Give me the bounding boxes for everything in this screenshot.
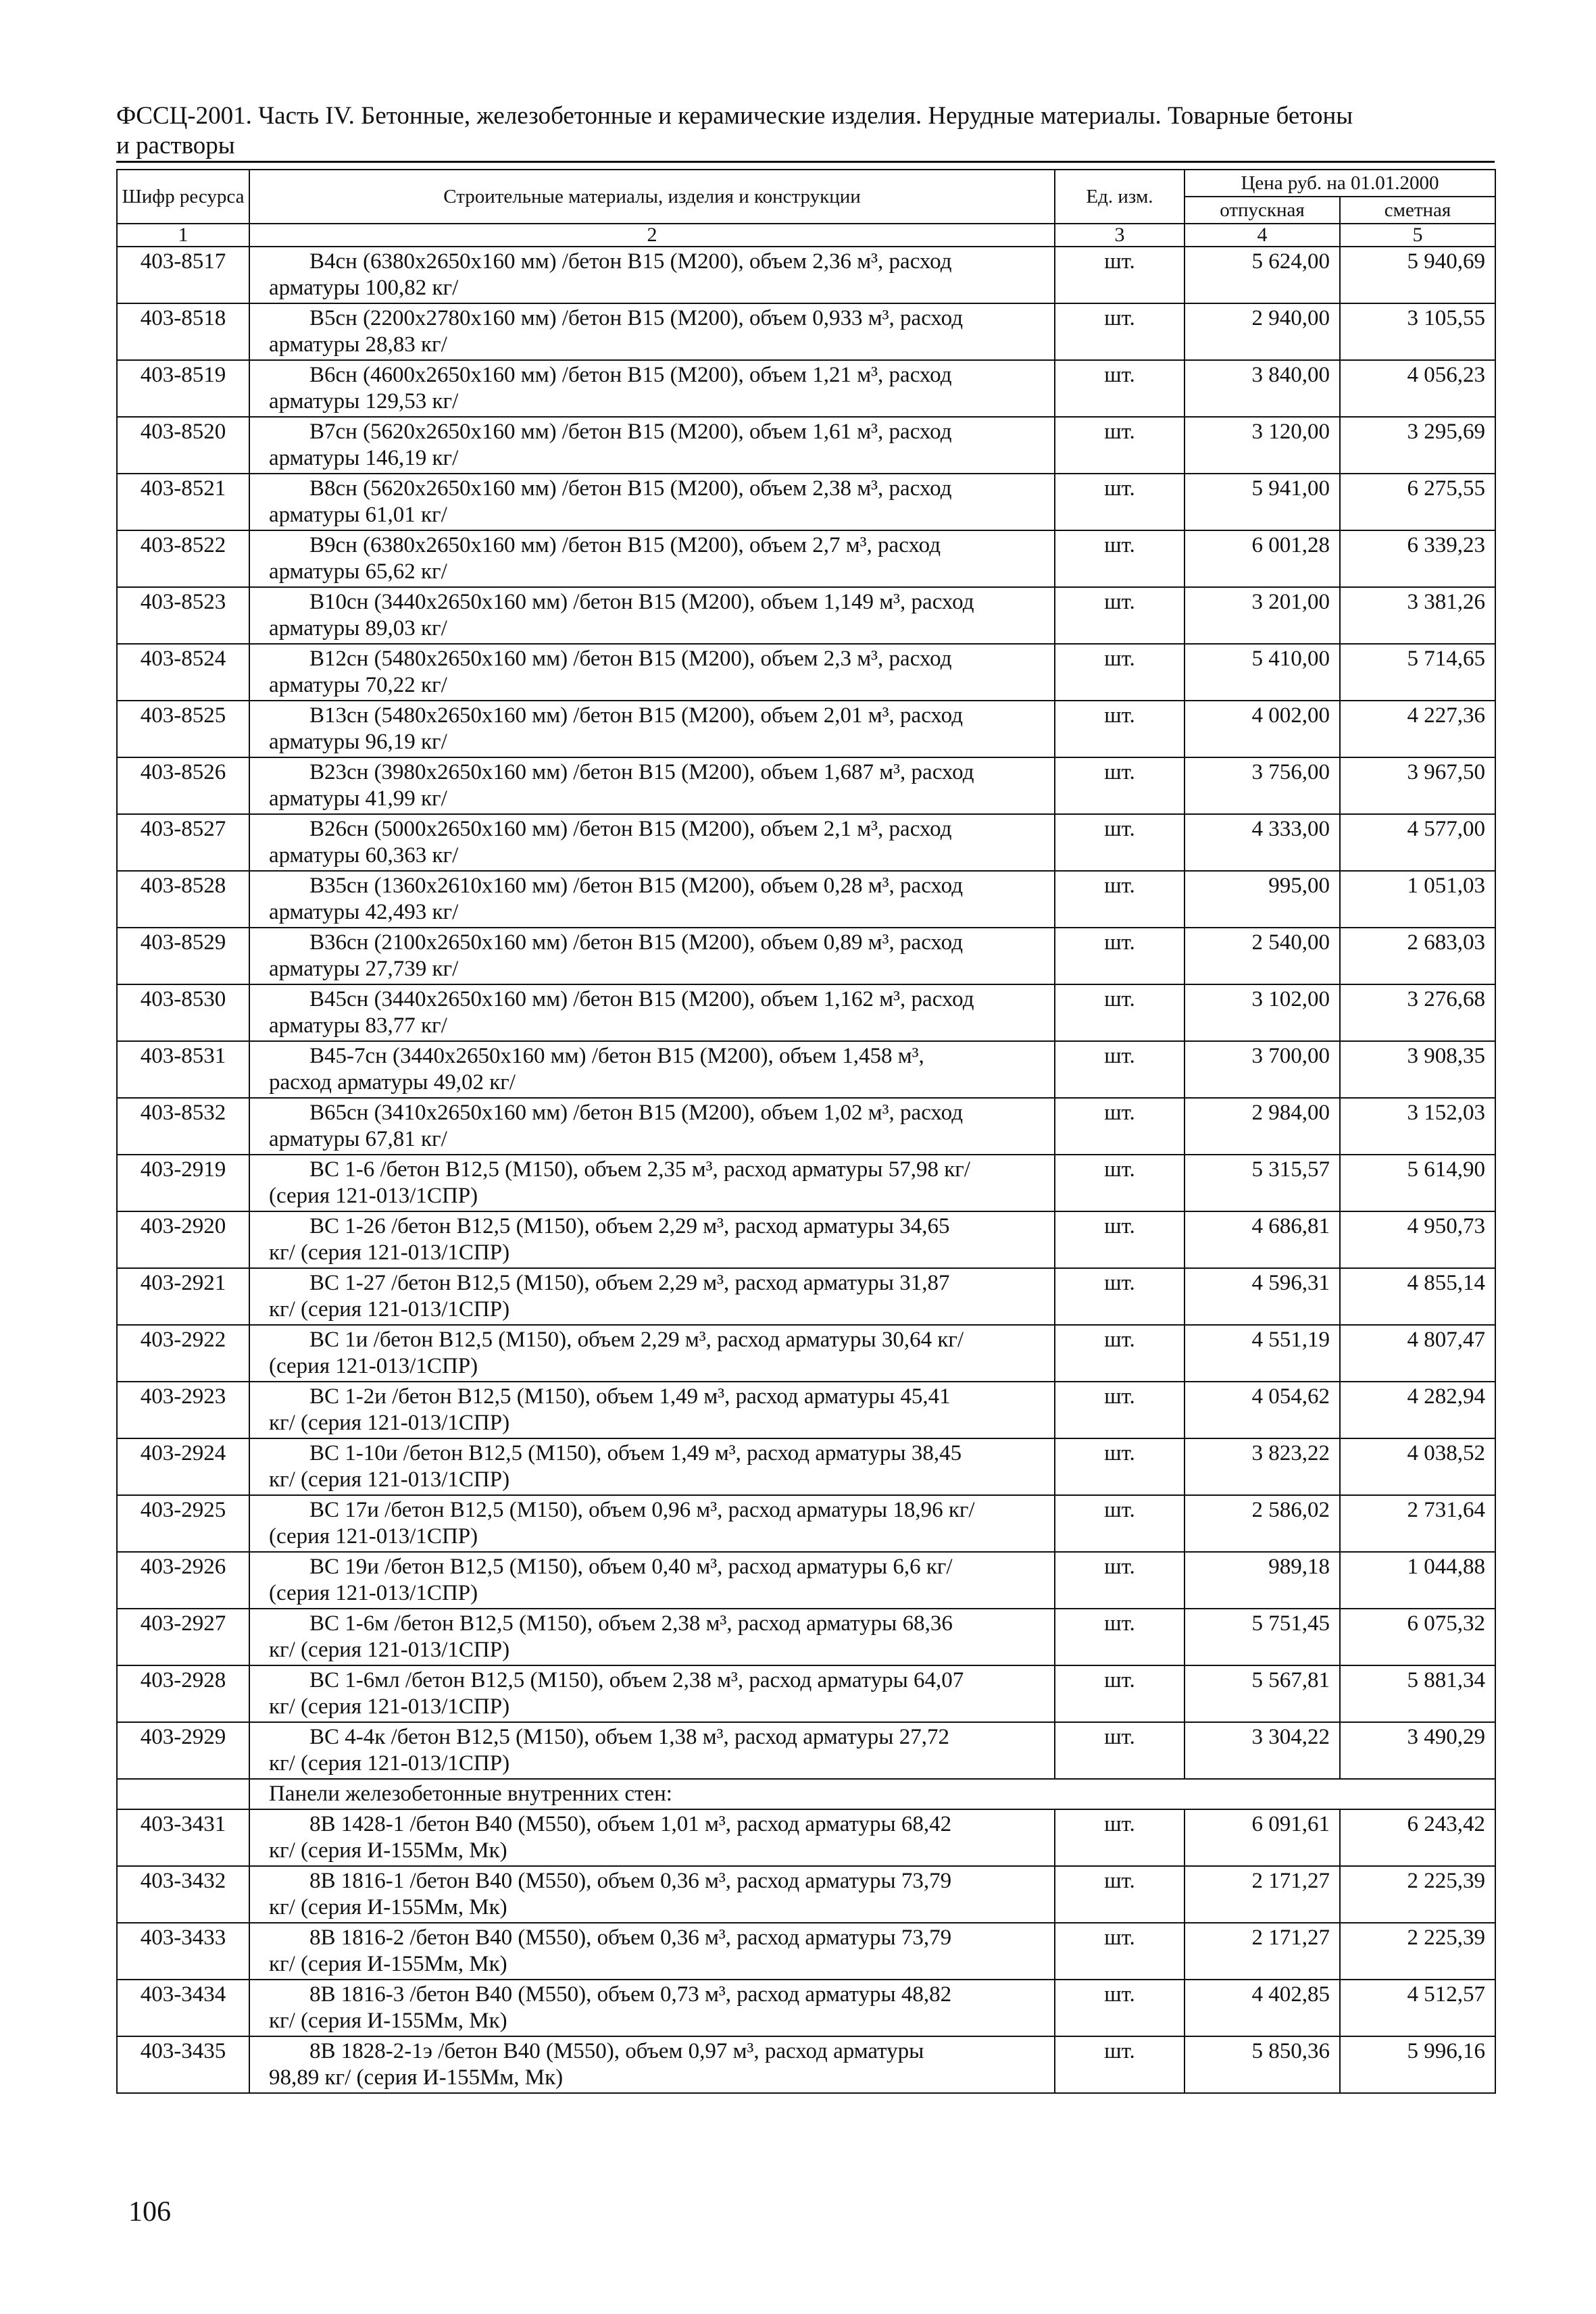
release-price: 3 304,22 <box>1184 1722 1340 1779</box>
table-row <box>117 1722 1495 1779</box>
section-body <box>117 1779 1495 1809</box>
estimate-price: 4 950,73 <box>1340 1211 1495 1268</box>
price-table <box>116 169 1496 2094</box>
item-description-line-1: ВС 1-6м /бетон В12,5 (М150), объем 2,38 м³, расход арматуры 68,36 <box>309 1611 953 1636</box>
item-description <box>249 871 1055 928</box>
table-row <box>117 417 1495 474</box>
item-description-line-1: В45-7сн (3440х2650х160 мм) /бетон В15 (М200), объем 1,458 м³, <box>309 1044 924 1068</box>
item-description-line-1: ВС 1-27 /бетон В12,5 (М150), объем 2,29 м³, расход арматуры 31,87 <box>309 1271 950 1295</box>
col-header-estimate: сметная <box>1340 197 1495 224</box>
column-number: 2 <box>249 224 1055 247</box>
item-description-line-2: арматуры 146,19 кг/ <box>269 446 459 470</box>
estimate-price: 6 339,23 <box>1340 530 1495 587</box>
estimate-price: 3 381,26 <box>1340 587 1495 644</box>
estimate-price: 2 683,03 <box>1340 928 1495 984</box>
column-number: 5 <box>1340 224 1495 247</box>
item-description-line-1: 8В 1816-1 /бетон В40 (М550), объем 0,36 м³, расход арматуры 73,79 <box>309 1869 952 1893</box>
estimate-price: 4 038,52 <box>1340 1438 1495 1495</box>
resource-code: 403-8528 <box>117 871 249 928</box>
resource-code: 403-8519 <box>117 360 249 417</box>
item-description-line-2: арматуры 96,19 кг/ <box>269 730 447 754</box>
table-row <box>117 757 1495 814</box>
release-price: 5 941,00 <box>1184 474 1340 530</box>
item-description-line-2: арматуры 83,77 кг/ <box>269 1013 447 1038</box>
unit: шт. <box>1055 701 1184 757</box>
release-price: 5 751,45 <box>1184 1609 1340 1665</box>
item-description-line-2: расход арматуры 49,02 кг/ <box>269 1070 516 1095</box>
item-description-line-2: арматуры 100,82 кг/ <box>269 276 459 300</box>
unit: шт. <box>1055 1866 1184 1923</box>
unit: шт. <box>1055 814 1184 871</box>
item-description-line-1: В10сн (3440х2650х160 мм) /бетон В15 (М200), объем 1,149 м³, расход <box>309 590 974 614</box>
item-description-line-2: арматуры 60,363 кг/ <box>269 843 459 867</box>
table-row <box>117 1268 1495 1325</box>
release-price: 3 102,00 <box>1184 984 1340 1041</box>
item-description-line-1: В13сн (5480х2650х160 мм) /бетон В15 (М200), объем 2,01 м³, расход <box>309 703 963 728</box>
estimate-price: 3 908,35 <box>1340 1041 1495 1098</box>
release-price: 2 171,27 <box>1184 1923 1340 1980</box>
unit: шт. <box>1055 1211 1184 1268</box>
item-description-line-1: В9сн (6380х2650х160 мм) /бетон В15 (М200), объем 2,7 м³, расход <box>309 533 941 557</box>
table-body <box>117 247 1495 1779</box>
page-number: 106 <box>128 2196 171 2228</box>
item-description <box>249 1268 1055 1325</box>
item-description-line-2: кг/ (серия 121-013/1СПР) <box>269 1297 510 1322</box>
item-description <box>249 1325 1055 1382</box>
item-description <box>249 1980 1055 2036</box>
table-row <box>117 247 1495 303</box>
item-description-line-1: В45сн (3440х2650х160 мм) /бетон В15 (М200), объем 1,162 м³, расход <box>309 987 974 1011</box>
resource-code: 403-3435 <box>117 2036 249 2093</box>
section-row <box>117 1779 1495 1809</box>
resource-code: 403-8526 <box>117 757 249 814</box>
unit: шт. <box>1055 871 1184 928</box>
item-description-line-1: ВС 1-10и /бетон В12,5 (М150), объем 1,49 м³, расход арматуры 38,45 <box>309 1441 962 1465</box>
item-description <box>249 1609 1055 1665</box>
col-header-code: Шифр ресурса <box>117 170 249 224</box>
release-price: 5 624,00 <box>1184 247 1340 303</box>
table-row <box>117 1609 1495 1665</box>
item-description <box>249 1382 1055 1438</box>
release-price: 5 850,36 <box>1184 2036 1340 2093</box>
table-row <box>117 814 1495 871</box>
table-row <box>117 1866 1495 1923</box>
item-description-line-2: арматуры 27,739 кг/ <box>269 957 459 981</box>
release-price: 4 002,00 <box>1184 701 1340 757</box>
table-row <box>117 1923 1495 1980</box>
release-price: 2 540,00 <box>1184 928 1340 984</box>
estimate-price: 4 227,36 <box>1340 701 1495 757</box>
estimate-price: 5 714,65 <box>1340 644 1495 701</box>
estimate-price: 4 512,57 <box>1340 1980 1495 2036</box>
item-description <box>249 360 1055 417</box>
unit: шт. <box>1055 1268 1184 1325</box>
release-price: 4 333,00 <box>1184 814 1340 871</box>
estimate-price: 1 044,88 <box>1340 1552 1495 1609</box>
item-description <box>249 1098 1055 1155</box>
estimate-price: 2 225,39 <box>1340 1866 1495 1923</box>
item-description <box>249 1923 1055 1980</box>
item-description-line-2: арматуры 67,81 кг/ <box>269 1127 447 1151</box>
item-description <box>249 303 1055 360</box>
resource-code: 403-2922 <box>117 1325 249 1382</box>
release-price: 6 001,28 <box>1184 530 1340 587</box>
item-description-line-2: кг/ (серия 121-013/1СПР) <box>269 1411 510 1435</box>
unit: шт. <box>1055 1098 1184 1155</box>
unit: шт. <box>1055 303 1184 360</box>
item-description-line-2: (серия 121-013/1СПР) <box>269 1524 478 1549</box>
resource-code: 403-8517 <box>117 247 249 303</box>
item-description-line-1: ВС 1-2и /бетон В12,5 (М150), объем 1,49 м³, расход арматуры 45,41 <box>309 1384 951 1409</box>
unit: шт. <box>1055 1382 1184 1438</box>
release-price: 5 567,81 <box>1184 1665 1340 1722</box>
release-price: 4 686,81 <box>1184 1211 1340 1268</box>
resource-code: 403-2929 <box>117 1722 249 1779</box>
unit: шт. <box>1055 587 1184 644</box>
release-price: 3 840,00 <box>1184 360 1340 417</box>
item-description-line-1: В7сн (5620х2650х160 мм) /бетон В15 (М200), объем 1,61 м³, расход <box>309 420 952 444</box>
table-row <box>117 1552 1495 1609</box>
item-description-line-2: кг/ (серия 121-013/1СПР) <box>269 1240 510 1265</box>
item-description-line-1: В4сн (6380х2650х160 мм) /бетон В15 (М200), объем 2,36 м³, расход <box>309 249 952 274</box>
unit: шт. <box>1055 1809 1184 1866</box>
page-header <box>116 101 1495 161</box>
item-description-line-2: кг/ (серия И-155Мм, Мк) <box>269 1952 507 1976</box>
unit: шт. <box>1055 1923 1184 1980</box>
item-description <box>249 644 1055 701</box>
item-description-line-1: ВС 17и /бетон В12,5 (М150), объем 0,96 м³, расход арматуры 18,96 кг/ <box>309 1498 975 1522</box>
release-price: 3 700,00 <box>1184 1041 1340 1098</box>
resource-code: 403-8525 <box>117 701 249 757</box>
release-price: 995,00 <box>1184 871 1340 928</box>
column-number: 3 <box>1055 224 1184 247</box>
unit: шт. <box>1055 1495 1184 1552</box>
resource-code: 403-3431 <box>117 1809 249 1866</box>
table-row <box>117 1382 1495 1438</box>
unit: шт. <box>1055 1041 1184 1098</box>
unit: шт. <box>1055 1609 1184 1665</box>
item-description-line-2: (серия 121-013/1СПР) <box>269 1354 478 1378</box>
unit: шт. <box>1055 1155 1184 1211</box>
estimate-price: 4 807,47 <box>1340 1325 1495 1382</box>
item-description-line-1: В12сн (5480х2650х160 мм) /бетон В15 (М200), объем 2,3 м³, расход <box>309 647 952 671</box>
release-price: 2 984,00 <box>1184 1098 1340 1155</box>
estimate-price: 3 490,29 <box>1340 1722 1495 1779</box>
resource-code: 403-2927 <box>117 1609 249 1665</box>
item-description <box>249 757 1055 814</box>
item-description-line-2: кг/ (серия 121-013/1СПР) <box>269 1751 510 1776</box>
item-description-line-1: 8В 1428-1 /бетон В40 (М550), объем 1,01 м³, расход арматуры 68,42 <box>309 1812 952 1836</box>
resource-code: 403-2928 <box>117 1665 249 1722</box>
unit: шт. <box>1055 360 1184 417</box>
table-row <box>117 1438 1495 1495</box>
resource-code: 403-8527 <box>117 814 249 871</box>
item-description-line-1: ВС 1-6 /бетон В12,5 (М150), объем 2,35 м³, расход арматуры 57,98 кг/ <box>309 1157 970 1182</box>
unit: шт. <box>1055 928 1184 984</box>
resource-code: 403-3433 <box>117 1923 249 1980</box>
column-number-row <box>117 224 1495 247</box>
resource-code: 403-8524 <box>117 644 249 701</box>
resource-code: 403-2920 <box>117 1211 249 1268</box>
resource-code: 403-8521 <box>117 474 249 530</box>
resource-code: 403-8532 <box>117 1098 249 1155</box>
item-description-line-1: В23сн (3980х2650х160 мм) /бетон В15 (М200), объем 1,687 м³, расход <box>309 760 974 784</box>
unit: шт. <box>1055 530 1184 587</box>
item-description-line-2: кг/ (серия 121-013/1СПР) <box>269 1467 510 1492</box>
table-row <box>117 871 1495 928</box>
item-description-line-2: 98,89 кг/ (серия И-155Мм, Мк) <box>269 2065 564 2090</box>
estimate-price: 2 731,64 <box>1340 1495 1495 1552</box>
estimate-price: 5 996,16 <box>1340 2036 1495 2093</box>
unit: шт. <box>1055 1980 1184 2036</box>
item-description-line-2: арматуры 61,01 кг/ <box>269 503 447 527</box>
estimate-price: 5 881,34 <box>1340 1665 1495 1722</box>
item-description-line-1: В36сн (2100х2650х160 мм) /бетон В15 (М200), объем 0,89 м³, расход <box>309 930 963 955</box>
release-price: 2 940,00 <box>1184 303 1340 360</box>
release-price: 5 410,00 <box>1184 644 1340 701</box>
item-description-line-2: арматуры 65,62 кг/ <box>269 559 447 584</box>
table-row <box>117 1325 1495 1382</box>
table-row <box>117 1211 1495 1268</box>
item-description-line-1: В26сн (5000х2650х160 мм) /бетон В15 (М200), объем 2,1 м³, расход <box>309 817 952 841</box>
unit: шт. <box>1055 984 1184 1041</box>
section-title: Панели железобетонные внутренних стен: <box>249 1779 1495 1809</box>
item-description <box>249 701 1055 757</box>
estimate-price: 3 152,03 <box>1340 1098 1495 1155</box>
item-description-line-1: В6сн (4600х2650х160 мм) /бетон В15 (М200), объем 1,21 м³, расход <box>309 363 952 387</box>
item-description-line-2: кг/ (серия И-155Мм, Мк) <box>269 1895 507 1919</box>
table-row <box>117 1041 1495 1098</box>
resource-code: 403-8531 <box>117 1041 249 1098</box>
item-description <box>249 417 1055 474</box>
item-description-line-2: арматуры 28,83 кг/ <box>269 332 447 357</box>
table-row <box>117 303 1495 360</box>
item-description <box>249 1866 1055 1923</box>
item-description <box>249 247 1055 303</box>
col-header-release: отпускная <box>1184 197 1340 224</box>
table-head <box>117 170 1495 247</box>
item-description <box>249 984 1055 1041</box>
item-description <box>249 1665 1055 1722</box>
item-description-line-2: кг/ (серия И-155Мм, Мк) <box>269 2009 507 2033</box>
release-price: 4 596,31 <box>1184 1268 1340 1325</box>
resource-code: 403-2919 <box>117 1155 249 1211</box>
estimate-price: 6 075,32 <box>1340 1609 1495 1665</box>
estimate-price: 6 275,55 <box>1340 474 1495 530</box>
resource-code: 403-3434 <box>117 1980 249 2036</box>
item-description <box>249 1211 1055 1268</box>
item-description-line-2: арматуры 42,493 кг/ <box>269 900 459 924</box>
item-description <box>249 1155 1055 1211</box>
item-description <box>249 1552 1055 1609</box>
resource-code: 403-8530 <box>117 984 249 1041</box>
item-description <box>249 2036 1055 2093</box>
table-row <box>117 587 1495 644</box>
item-description-line-2: арматуры 89,03 кг/ <box>269 616 447 640</box>
resource-code: 403-8523 <box>117 587 249 644</box>
estimate-price: 3 276,68 <box>1340 984 1495 1041</box>
release-price: 3 823,22 <box>1184 1438 1340 1495</box>
estimate-price: 5 614,90 <box>1340 1155 1495 1211</box>
table-row <box>117 2036 1495 2093</box>
item-description-line-2: кг/ (серия 121-013/1СПР) <box>269 1694 510 1719</box>
column-number: 4 <box>1184 224 1340 247</box>
resource-code: 403-2923 <box>117 1382 249 1438</box>
resource-code: 403-8520 <box>117 417 249 474</box>
estimate-price: 4 577,00 <box>1340 814 1495 871</box>
estimate-price: 2 225,39 <box>1340 1923 1495 1980</box>
item-description-line-1: 8В 1816-2 /бетон В40 (М550), объем 0,36 м³, расход арматуры 73,79 <box>309 1926 952 1950</box>
unit: шт. <box>1055 757 1184 814</box>
estimate-price: 5 940,69 <box>1340 247 1495 303</box>
item-description-line-2: арматуры 70,22 кг/ <box>269 673 447 697</box>
item-description-line-1: В35сн (1360х2610х160 мм) /бетон В15 (М200), объем 0,28 м³, расход <box>309 874 963 898</box>
unit: шт. <box>1055 644 1184 701</box>
table-row <box>117 1665 1495 1722</box>
item-description-line-1: ВС 1и /бетон В12,5 (М150), объем 2,29 м³, расход арматуры 30,64 кг/ <box>309 1328 964 1352</box>
unit: шт. <box>1055 1552 1184 1609</box>
item-description-line-2: (серия 121-013/1СПР) <box>269 1581 478 1605</box>
item-description-line-1: ВС 1-26 /бетон В12,5 (М150), объем 2,29 м³, расход арматуры 34,65 <box>309 1214 950 1238</box>
release-price: 3 201,00 <box>1184 587 1340 644</box>
item-description <box>249 474 1055 530</box>
resource-code: 403-2924 <box>117 1438 249 1495</box>
release-price: 3 120,00 <box>1184 417 1340 474</box>
item-description-line-1: ВС 19и /бетон В12,5 (М150), объем 0,40 м³, расход арматуры 6,6 кг/ <box>309 1555 953 1579</box>
col-header-name: Строительные материалы, изделия и конструкции <box>249 170 1055 224</box>
table-row <box>117 360 1495 417</box>
estimate-price: 4 282,94 <box>1340 1382 1495 1438</box>
estimate-price: 3 105,55 <box>1340 303 1495 360</box>
release-price: 4 402,85 <box>1184 1980 1340 2036</box>
table-row <box>117 474 1495 530</box>
unit: шт. <box>1055 474 1184 530</box>
resource-code: 403-8529 <box>117 928 249 984</box>
estimate-price: 3 295,69 <box>1340 417 1495 474</box>
release-price: 6 091,61 <box>1184 1809 1340 1866</box>
table-row <box>117 1980 1495 2036</box>
resource-code: 403-8522 <box>117 530 249 587</box>
release-price: 2 171,27 <box>1184 1866 1340 1923</box>
col-header-unit: Ед. изм. <box>1055 170 1184 224</box>
item-description-line-2: кг/ (серия 121-013/1СПР) <box>269 1638 510 1662</box>
unit: шт. <box>1055 247 1184 303</box>
resource-code: 403-3432 <box>117 1866 249 1923</box>
table-row <box>117 530 1495 587</box>
document-title-line-1: ФССЦ-2001. Часть IV. Бетонные, железобетонные и керамические изделия. Нерудные материалы. Товарные бетоны <box>116 102 1353 130</box>
unit: шт. <box>1055 417 1184 474</box>
header-rule <box>116 161 1495 163</box>
table-row <box>117 1809 1495 1866</box>
unit: шт. <box>1055 1438 1184 1495</box>
col-header-price: Цена руб. на 01.01.2000 <box>1184 170 1495 197</box>
unit: шт. <box>1055 1722 1184 1779</box>
item-description <box>249 1041 1055 1098</box>
resource-code: 403-2926 <box>117 1552 249 1609</box>
item-description-line-1: 8В 1816-3 /бетон В40 (М550), объем 0,73 м³, расход арматуры 48,82 <box>309 1982 952 2007</box>
item-description <box>249 1809 1055 1866</box>
item-description <box>249 1495 1055 1552</box>
unit: шт. <box>1055 1665 1184 1722</box>
estimate-price: 3 967,50 <box>1340 757 1495 814</box>
table-row <box>117 701 1495 757</box>
item-description-line-1: В5сн (2200х2780х160 мм) /бетон В15 (М200), объем 0,933 м³, расход <box>309 306 963 330</box>
estimate-price: 6 243,42 <box>1340 1809 1495 1866</box>
item-description-line-1: ВС 1-6мл /бетон В12,5 (М150), объем 2,38 м³, расход арматуры 64,07 <box>309 1668 964 1692</box>
table-row <box>117 1098 1495 1155</box>
estimate-price: 4 855,14 <box>1340 1268 1495 1325</box>
item-description-line-2: кг/ (серия И-155Мм, Мк) <box>269 1838 507 1863</box>
table-row <box>117 984 1495 1041</box>
document-title-line-2: и растворы <box>116 132 235 159</box>
column-number: 1 <box>117 224 249 247</box>
table-row <box>117 1155 1495 1211</box>
unit: шт. <box>1055 1325 1184 1382</box>
table-row <box>117 644 1495 701</box>
item-description <box>249 814 1055 871</box>
resource-code: 403-2921 <box>117 1268 249 1325</box>
release-price: 2 586,02 <box>1184 1495 1340 1552</box>
item-description-line-2: арматуры 41,99 кг/ <box>269 786 447 811</box>
estimate-price: 1 051,03 <box>1340 871 1495 928</box>
resource-code: 403-2925 <box>117 1495 249 1552</box>
item-description-line-2: арматуры 129,53 кг/ <box>269 389 459 413</box>
item-description-line-1: В65сн (3410х2650х160 мм) /бетон В15 (М200), объем 1,02 м³, расход <box>309 1101 963 1125</box>
item-description <box>249 928 1055 984</box>
item-description <box>249 587 1055 644</box>
table-body-section <box>117 1809 1495 2093</box>
table-row <box>117 928 1495 984</box>
item-description <box>249 1722 1055 1779</box>
estimate-price: 4 056,23 <box>1340 360 1495 417</box>
item-description <box>249 530 1055 587</box>
item-description-line-1: В8сн (5620х2650х160 мм) /бетон В15 (М200), объем 2,38 м³, расход <box>309 476 952 501</box>
resource-code: 403-8518 <box>117 303 249 360</box>
item-description-line-1: ВС 4-4к /бетон В12,5 (М150), объем 1,38 м³, расход арматуры 27,72 <box>309 1725 949 1749</box>
release-price: 4 551,19 <box>1184 1325 1340 1382</box>
release-price: 5 315,57 <box>1184 1155 1340 1211</box>
release-price: 989,18 <box>1184 1552 1340 1609</box>
section-spacer <box>117 1779 249 1809</box>
table-row <box>117 1495 1495 1552</box>
release-price: 4 054,62 <box>1184 1382 1340 1438</box>
item-description <box>249 1438 1055 1495</box>
item-description-line-1: 8В 1828-2-1э /бетон В40 (М550), объем 0,97 м³, расход арматуры <box>309 2039 924 2063</box>
unit: шт. <box>1055 2036 1184 2093</box>
release-price: 3 756,00 <box>1184 757 1340 814</box>
item-description-line-2: (серия 121-013/1СПР) <box>269 1184 478 1208</box>
